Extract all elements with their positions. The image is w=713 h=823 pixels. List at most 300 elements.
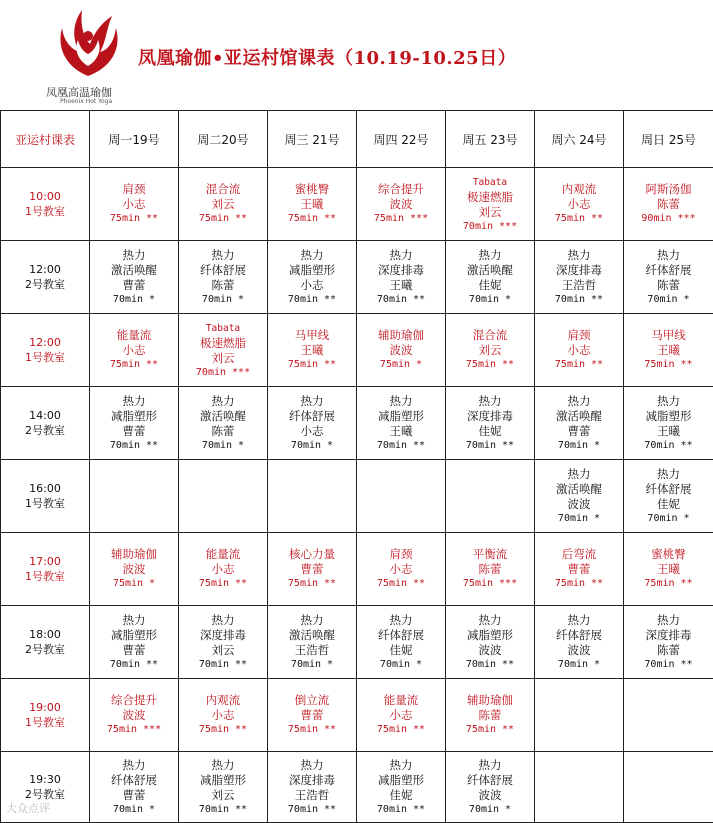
class-name: 纤体舒展: [624, 482, 713, 497]
class-prefix: 热力: [268, 758, 356, 773]
teacher-name: 小志: [90, 343, 178, 358]
day-header: 周五 23号: [446, 111, 535, 168]
class-cell: [90, 679, 179, 752]
time-slot-cell: [1, 460, 90, 533]
class-duration-level: 75min **: [446, 723, 534, 737]
class-duration-level: 70min *: [90, 803, 178, 817]
class-cell: [179, 314, 268, 387]
class-prefix: 热力: [357, 613, 445, 628]
table-row: [1, 387, 713, 460]
teacher-name: 王曦: [357, 278, 445, 293]
class-cell: [90, 314, 179, 387]
class-duration-level: 70min **: [179, 803, 267, 817]
class-duration-level: 70min *: [535, 658, 623, 672]
teacher-name: 王浩哲: [535, 278, 623, 293]
teacher-name: 佳妮: [624, 497, 713, 512]
class-duration-level: 70min *: [268, 439, 356, 453]
teacher-name: 波波: [357, 343, 445, 358]
teacher-name: 王浩哲: [268, 643, 356, 658]
day-header: 周一19号: [90, 111, 179, 168]
empty-cell: [357, 460, 446, 533]
class-name: 激活唤醒: [90, 263, 178, 278]
class-cell: [179, 752, 268, 823]
class-duration-level: 70min **: [624, 658, 713, 672]
class-duration-level: 70min ***: [446, 220, 534, 234]
class-name: 混合流: [446, 328, 534, 343]
time-label: 12:00: [1, 335, 89, 350]
class-prefix: 热力: [535, 394, 623, 409]
room-label: 2号教室: [1, 423, 89, 438]
class-name: 内观流: [535, 182, 623, 197]
time-label: 10:00: [1, 189, 89, 204]
schedule-body: [1, 111, 713, 823]
class-cell: [179, 168, 268, 241]
class-cell: [446, 752, 535, 823]
class-cell: [624, 387, 713, 460]
class-duration-level: 70min **: [446, 658, 534, 672]
class-duration-level: 70min **: [357, 439, 445, 453]
empty-cell: [179, 460, 268, 533]
class-prefix: 热力: [268, 248, 356, 263]
class-duration-level: 75min **: [179, 723, 267, 737]
class-name: 纤体舒展: [624, 263, 713, 278]
teacher-name: 王曦: [624, 343, 713, 358]
class-name: 深度排毒: [179, 628, 267, 643]
class-name: 阿斯汤伽: [624, 182, 713, 197]
logo-english-text: Phoenix Hot Yoga: [60, 98, 112, 105]
class-duration-level: 70min *: [90, 293, 178, 307]
class-name: 纤体舒展: [357, 628, 445, 643]
class-duration-level: 75min **: [268, 577, 356, 591]
table-row: [1, 168, 713, 241]
empty-cell: [535, 679, 624, 752]
time-label: 19:30: [1, 772, 89, 787]
class-prefix: 热力: [90, 758, 178, 773]
time-label: 17:00: [1, 554, 89, 569]
teacher-name: 陈蕾: [446, 562, 534, 577]
class-prefix: 热力: [535, 613, 623, 628]
class-duration-level: 70min *: [179, 293, 267, 307]
class-cell: [535, 314, 624, 387]
time-slot-cell: [1, 314, 90, 387]
empty-cell: [624, 679, 713, 752]
class-cell: [357, 606, 446, 679]
teacher-name: 曹蕾: [90, 788, 178, 803]
logo: [40, 6, 136, 106]
class-prefix: 热力: [357, 394, 445, 409]
class-cell: [446, 533, 535, 606]
class-name: 平衡流: [446, 547, 534, 562]
teacher-name: 刘云: [446, 205, 534, 220]
table-row: [1, 460, 713, 533]
teacher-name: 陈蕾: [179, 424, 267, 439]
class-cell: [535, 241, 624, 314]
watermark: 大众点评: [6, 800, 50, 816]
class-name: 深度排毒: [268, 773, 356, 788]
teacher-name: 波波: [535, 497, 623, 512]
class-prefix: 热力: [624, 613, 713, 628]
teacher-name: 小志: [357, 562, 445, 577]
class-duration-level: 70min **: [90, 439, 178, 453]
class-cell: [179, 241, 268, 314]
table-row: [1, 241, 713, 314]
teacher-name: 小志: [357, 708, 445, 723]
class-cell: [90, 387, 179, 460]
teacher-name: 佳妮: [446, 278, 534, 293]
class-duration-level: 70min **: [446, 439, 534, 453]
class-duration-level: 70min *: [446, 803, 534, 817]
table-row: [1, 533, 713, 606]
teacher-name: 波波: [446, 788, 534, 803]
time-slot-cell: [1, 533, 90, 606]
class-name: 激活唤醒: [535, 482, 623, 497]
room-label: 2号教室: [1, 642, 89, 657]
teacher-name: 王曦: [357, 424, 445, 439]
class-name: 激活唤醒: [446, 263, 534, 278]
class-name: 极速燃脂: [179, 336, 267, 351]
class-name: 肩颈: [535, 328, 623, 343]
class-cell: [535, 387, 624, 460]
logo-chinese-text: 凤凰高温瑜伽: [46, 84, 112, 100]
day-header: 周三 21号: [268, 111, 357, 168]
class-duration-level: 75min **: [179, 212, 267, 226]
class-cell: [179, 387, 268, 460]
teacher-name: 曹蕾: [268, 708, 356, 723]
class-name: 激活唤醒: [179, 409, 267, 424]
class-name: 肩颈: [357, 547, 445, 562]
class-name: 纤体舒展: [90, 773, 178, 788]
day-header: 周日 25号: [624, 111, 713, 168]
class-cell: [179, 533, 268, 606]
empty-cell: [90, 460, 179, 533]
teacher-name: 王曦: [268, 197, 356, 212]
room-label: 2号教室: [1, 277, 89, 292]
teacher-name: 波波: [535, 643, 623, 658]
table-row: [1, 314, 713, 387]
teacher-name: 佳妮: [446, 424, 534, 439]
class-duration-level: 90min ***: [624, 212, 713, 226]
class-prefix: 热力: [179, 248, 267, 263]
class-cell: [268, 314, 357, 387]
class-cell: [446, 241, 535, 314]
teacher-name: 曹蕾: [90, 278, 178, 293]
class-duration-level: 70min *: [624, 293, 713, 307]
day-header: 周四 22号: [357, 111, 446, 168]
teacher-name: 佳妮: [357, 788, 445, 803]
class-cell: [357, 752, 446, 823]
class-duration-level: 70min **: [90, 658, 178, 672]
class-name: 减脂塑形: [90, 409, 178, 424]
teacher-name: 波波: [446, 643, 534, 658]
teacher-name: 刘云: [179, 197, 267, 212]
class-cell: [624, 314, 713, 387]
class-duration-level: 75min **: [624, 358, 713, 372]
teacher-name: 王曦: [624, 562, 713, 577]
class-name: 辅助瑜伽: [357, 328, 445, 343]
phoenix-flame-icon: [50, 6, 126, 82]
class-prefix: 热力: [90, 394, 178, 409]
class-name: 蜜桃臀: [268, 182, 356, 197]
class-cell: [268, 387, 357, 460]
class-duration-level: 70min *: [179, 439, 267, 453]
class-prefix: 热力: [357, 248, 445, 263]
teacher-name: 小志: [179, 708, 267, 723]
class-duration-level: 75min **: [268, 358, 356, 372]
class-name: 辅助瑜伽: [446, 693, 534, 708]
time-label: 14:00: [1, 408, 89, 423]
class-name: 减脂塑形: [179, 773, 267, 788]
teacher-name: 刘云: [179, 351, 267, 366]
class-duration-level: 75min ***: [90, 723, 178, 737]
room-label: 1号教室: [1, 204, 89, 219]
room-label: 1号教室: [1, 350, 89, 365]
class-cell: [624, 168, 713, 241]
class-duration-level: 75min *: [357, 358, 445, 372]
empty-cell: [535, 752, 624, 823]
page-title: 凤凰瑜伽•亚运村馆课表（10.19-10.25日）: [138, 44, 516, 70]
class-name: 减脂塑形: [90, 628, 178, 643]
class-duration-level: 75min **: [268, 212, 356, 226]
class-prefix: 热力: [624, 467, 713, 482]
class-name: 减脂塑形: [446, 628, 534, 643]
class-duration-level: 70min *: [446, 293, 534, 307]
class-name: 核心力量: [268, 547, 356, 562]
class-duration-level: 70min *: [535, 512, 623, 526]
class-name: 马甲线: [268, 328, 356, 343]
class-duration-level: 75min **: [90, 212, 178, 226]
teacher-name: 陈蕾: [624, 197, 713, 212]
teacher-name: 波波: [90, 708, 178, 723]
class-prefix: 热力: [357, 758, 445, 773]
class-prefix: 热力: [179, 613, 267, 628]
class-duration-level: 75min **: [624, 577, 713, 591]
teacher-name: 小志: [268, 424, 356, 439]
day-header: 周二20号: [179, 111, 268, 168]
time-slot-cell: [1, 387, 90, 460]
class-cell: [624, 533, 713, 606]
class-cell: [535, 533, 624, 606]
class-cell: [357, 387, 446, 460]
class-name: 综合提升: [357, 182, 445, 197]
teacher-name: 陈蕾: [624, 278, 713, 293]
class-cell: [624, 460, 713, 533]
page-header: [0, 0, 713, 110]
empty-cell: [446, 460, 535, 533]
class-cell: [268, 241, 357, 314]
class-cell: [446, 606, 535, 679]
teacher-name: 曹蕾: [535, 562, 623, 577]
class-cell: [357, 168, 446, 241]
time-label: 18:00: [1, 627, 89, 642]
class-prefix: 热力: [179, 758, 267, 773]
class-prefix: 热力: [268, 613, 356, 628]
teacher-name: 陈蕾: [446, 708, 534, 723]
time-label: 12:00: [1, 262, 89, 277]
class-prefix: 热力: [535, 467, 623, 482]
teacher-name: 佳妮: [357, 643, 445, 658]
class-prefix: 热力: [624, 394, 713, 409]
class-cell: [446, 679, 535, 752]
day-header: 周六 24号: [535, 111, 624, 168]
teacher-name: 刘云: [179, 788, 267, 803]
class-name: 能量流: [90, 328, 178, 343]
class-cell: [624, 606, 713, 679]
class-cell: [179, 679, 268, 752]
class-cell: [446, 168, 535, 241]
class-name: 深度排毒: [357, 263, 445, 278]
class-duration-level: 75min ***: [446, 577, 534, 591]
class-duration-level: 70min **: [357, 803, 445, 817]
class-prefix: 热力: [268, 394, 356, 409]
class-name: 综合提升: [90, 693, 178, 708]
class-cell: [268, 679, 357, 752]
room-label: 2号教室: [1, 787, 89, 802]
table-row: [1, 679, 713, 752]
class-name: 纤体舒展: [535, 628, 623, 643]
teacher-name: 王曦: [268, 343, 356, 358]
teacher-name: 陈蕾: [624, 643, 713, 658]
class-cell: [268, 752, 357, 823]
class-duration-level: 70min ***: [179, 366, 267, 380]
empty-cell: [268, 460, 357, 533]
class-prefix: 热力: [535, 248, 623, 263]
table-header-row: [1, 111, 713, 168]
time-label: 16:00: [1, 481, 89, 496]
class-name: 能量流: [357, 693, 445, 708]
class-name: 减脂塑形: [357, 409, 445, 424]
class-cell: [179, 606, 268, 679]
class-name: 深度排毒: [535, 263, 623, 278]
class-duration-level: 70min *: [624, 512, 713, 526]
class-name: 减脂塑形: [268, 263, 356, 278]
class-duration-level: 70min **: [535, 293, 623, 307]
class-name: 纤体舒展: [179, 263, 267, 278]
time-slot-cell: [1, 606, 90, 679]
schedule-table: [0, 110, 713, 823]
class-name: 混合流: [179, 182, 267, 197]
class-cell: [446, 387, 535, 460]
class-duration-level: 75min **: [446, 358, 534, 372]
class-cell: [90, 606, 179, 679]
class-name: 纤体舒展: [446, 773, 534, 788]
class-duration-level: 70min *: [535, 439, 623, 453]
class-cell: [268, 168, 357, 241]
class-duration-level: 75min **: [90, 358, 178, 372]
time-label: 19:00: [1, 700, 89, 715]
class-cell: [357, 679, 446, 752]
class-duration-level: 75min **: [535, 212, 623, 226]
class-duration-level: 75min **: [357, 577, 445, 591]
teacher-name: 曹蕾: [268, 562, 356, 577]
class-cell: [446, 314, 535, 387]
class-cell: [268, 606, 357, 679]
teacher-name: 曹蕾: [90, 643, 178, 658]
class-cell: [535, 168, 624, 241]
class-cell: [357, 241, 446, 314]
class-name: 倒立流: [268, 693, 356, 708]
class-cell: [90, 752, 179, 823]
class-name: 深度排毒: [624, 628, 713, 643]
teacher-name: 小志: [179, 562, 267, 577]
teacher-name: 小志: [535, 197, 623, 212]
class-cell: [535, 460, 624, 533]
class-prefix: 热力: [624, 248, 713, 263]
table-row: [1, 606, 713, 679]
class-cell: [90, 241, 179, 314]
class-name: 马甲线: [624, 328, 713, 343]
table-corner-label: 亚运村课表: [1, 111, 90, 168]
teacher-name: 曹蕾: [90, 424, 178, 439]
class-duration-level: 75min **: [268, 723, 356, 737]
class-name: 蜜桃臀: [624, 547, 713, 562]
class-duration-level: 75min **: [535, 358, 623, 372]
class-cell: [90, 533, 179, 606]
class-name: 内观流: [179, 693, 267, 708]
teacher-name: 小志: [90, 197, 178, 212]
class-prefix: 热力: [90, 613, 178, 628]
class-name: 激活唤醒: [535, 409, 623, 424]
teacher-name: 小志: [535, 343, 623, 358]
teacher-name: 波波: [90, 562, 178, 577]
class-duration-level: 70min **: [624, 439, 713, 453]
class-duration-level: 70min *: [268, 658, 356, 672]
class-prefix: 热力: [446, 758, 534, 773]
class-duration-level: 75min **: [535, 577, 623, 591]
empty-cell: [624, 752, 713, 823]
class-cell: [624, 241, 713, 314]
room-label: 1号教室: [1, 569, 89, 584]
class-prefix: 热力: [446, 248, 534, 263]
class-prefix: Tabata: [446, 175, 534, 190]
class-name: 纤体舒展: [268, 409, 356, 424]
time-slot-cell: [1, 168, 90, 241]
class-prefix: 热力: [446, 394, 534, 409]
teacher-name: 曹蕾: [535, 424, 623, 439]
class-cell: [90, 168, 179, 241]
class-name: 辅助瑜伽: [90, 547, 178, 562]
class-name: 减脂塑形: [624, 409, 713, 424]
class-prefix: 热力: [90, 248, 178, 263]
teacher-name: 王浩哲: [268, 788, 356, 803]
teacher-name: 王曦: [624, 424, 713, 439]
class-duration-level: 70min **: [179, 658, 267, 672]
time-slot-cell: [1, 241, 90, 314]
time-slot-cell: [1, 679, 90, 752]
class-name: 减脂塑形: [357, 773, 445, 788]
class-prefix: 热力: [446, 613, 534, 628]
class-name: 后弯流: [535, 547, 623, 562]
room-label: 1号教室: [1, 715, 89, 730]
class-duration-level: 70min **: [268, 293, 356, 307]
class-cell: [535, 606, 624, 679]
class-name: 深度排毒: [446, 409, 534, 424]
class-duration-level: 75min **: [357, 723, 445, 737]
class-duration-level: 75min ***: [357, 212, 445, 226]
class-name: 极速燃脂: [446, 190, 534, 205]
class-cell: [268, 533, 357, 606]
class-cell: [357, 314, 446, 387]
class-duration-level: 70min **: [268, 803, 356, 817]
teacher-name: 小志: [268, 278, 356, 293]
teacher-name: 刘云: [446, 343, 534, 358]
teacher-name: 波波: [357, 197, 445, 212]
teacher-name: 刘云: [179, 643, 267, 658]
class-name: 能量流: [179, 547, 267, 562]
class-name: 激活唤醒: [268, 628, 356, 643]
class-duration-level: 70min *: [357, 658, 445, 672]
table-row: [1, 752, 713, 823]
class-cell: [357, 533, 446, 606]
